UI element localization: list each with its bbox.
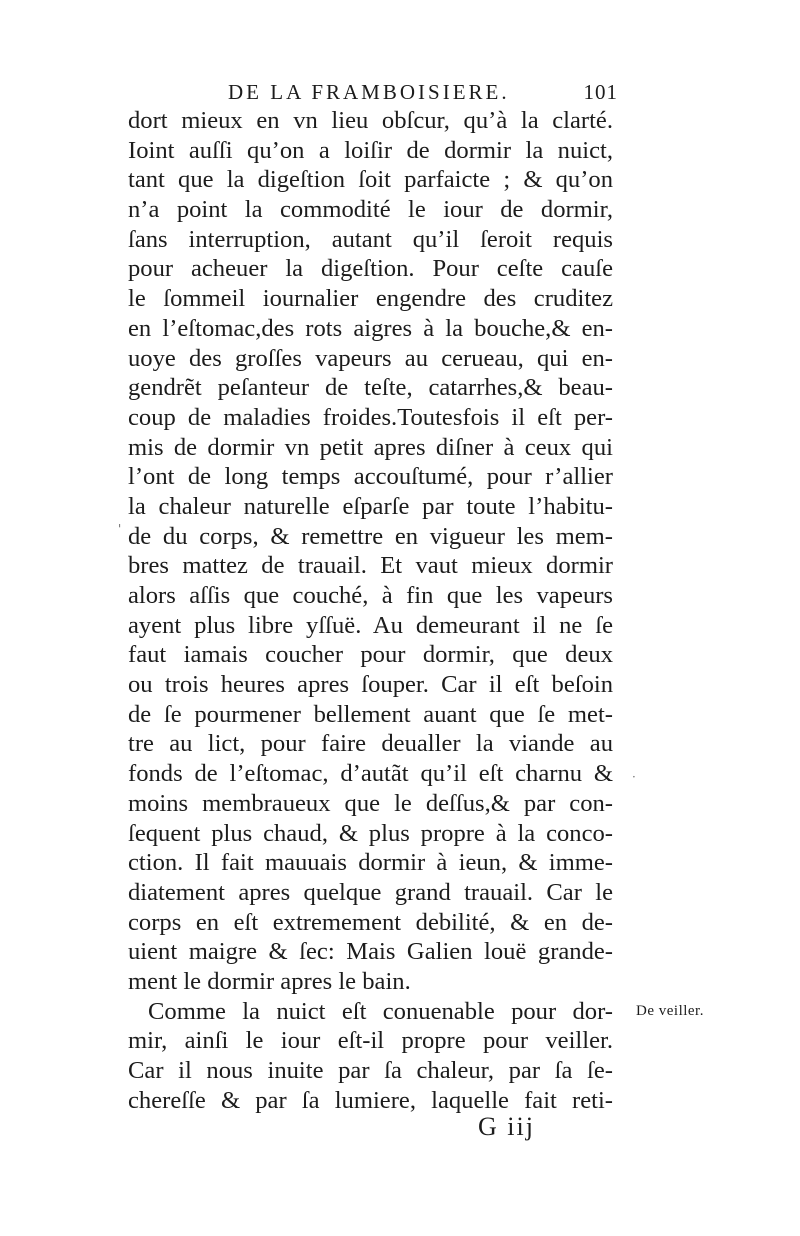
- text-line: moins membraueux que le deſſus,& par con-: [128, 789, 613, 817]
- text-line: uoye des groſſes vapeurs au cerueau, qui en-: [128, 344, 613, 372]
- text-line: l’ont de long temps accouſtumé, pour r’allier: [128, 463, 613, 491]
- text-line: pour acheuer la digeſtion. Pour ceſte cauſe: [128, 255, 613, 283]
- text-line: tre au lict, pour faire deualler la viande au: [128, 730, 613, 758]
- running-head: [228, 80, 618, 105]
- text-line: ayent plus libre yſſuë. Au demeurant il ne ſe: [128, 611, 613, 639]
- margin-note: De veiller.: [636, 1003, 704, 1019]
- text-line: la chaleur naturelle eſparſe par toute l’habitu-: [128, 492, 613, 520]
- text-line: diatement apres quelque grand trauail. Car le: [128, 878, 613, 906]
- signature-mark: G iij: [478, 1112, 535, 1141]
- text-line: en l’eſtomac,des rots aigres à la bouche,& en-: [128, 314, 613, 342]
- text-line: le ſommeil iournalier engendre des cruditez: [128, 285, 613, 313]
- page-number: 101: [583, 80, 618, 104]
- body-text: [128, 106, 613, 1115]
- text-line: ſequent plus chaud, & plus propre à la conco-: [128, 819, 613, 847]
- text-line: mir, ainſi le iour eſt-il propre pour veiller.: [128, 1027, 613, 1055]
- text-line: corps en eſt extremement debilité, & en de-: [128, 908, 613, 936]
- text-line: ment le dormir apres le bain.: [128, 967, 411, 995]
- text-line: fonds de l’eſtomac, d’autãt qu’il eſt charnu &: [128, 760, 613, 788]
- text-line: ou trois heures apres ſouper. Car il eſt beſoin: [128, 671, 613, 699]
- text-line: chereſſe & par ſa lumiere, laquelle fait reti-: [128, 1086, 613, 1114]
- text-line: tant que la digeſtion ſoit parfaicte ; & qu’on: [128, 166, 613, 194]
- text-line: ction. Il fait mauuais dormir à ieun, & imme-: [128, 849, 613, 877]
- text-line: Car il nous inuite par ſa chaleur, par ſa ſe-: [128, 1057, 613, 1084]
- text-line: alors aſſis que couché, à fin que les vapeurs: [128, 582, 613, 609]
- text-line: Comme la nuict eſt conuenable pour dor-: [148, 997, 613, 1025]
- text-line: ſans interruption, autant qu’il ſeroit requis: [128, 225, 613, 253]
- text-line: n’a point la commodité le iour de dormir,: [128, 196, 613, 224]
- text-line: de du corps, & remettre en vigueur les mem-: [128, 522, 613, 550]
- text-line: gendrẽt peſanteur de teſte, catarrhes,& beau-: [128, 374, 613, 402]
- text-line: faut iamais coucher pour dormir, que deux: [128, 641, 613, 669]
- text-line: coup de maladies froides.Toutesfois il eſt per-: [128, 403, 613, 431]
- text-line: mis de dormir vn petit apres diſner à ceux qui: [128, 433, 613, 461]
- text-line: de ſe pourmener bellement auant que ſe met-: [128, 700, 613, 728]
- running-head-title: DE LA FRAMBOISIERE.: [228, 80, 510, 104]
- text-line: uient maigre & ſec: Mais Galien louë grande-: [128, 938, 613, 966]
- print-mark: ·: [632, 770, 636, 784]
- text-line: bres mattez de trauail. Et vaut mieux dormir: [128, 552, 613, 580]
- text-line: Ioint auſſi qu’on a loiſir de dormir la nuict,: [128, 136, 613, 164]
- print-mark: ': [118, 522, 122, 536]
- text-line: dort mieux en vn lieu obſcur, qu’à la clarté.: [128, 107, 613, 134]
